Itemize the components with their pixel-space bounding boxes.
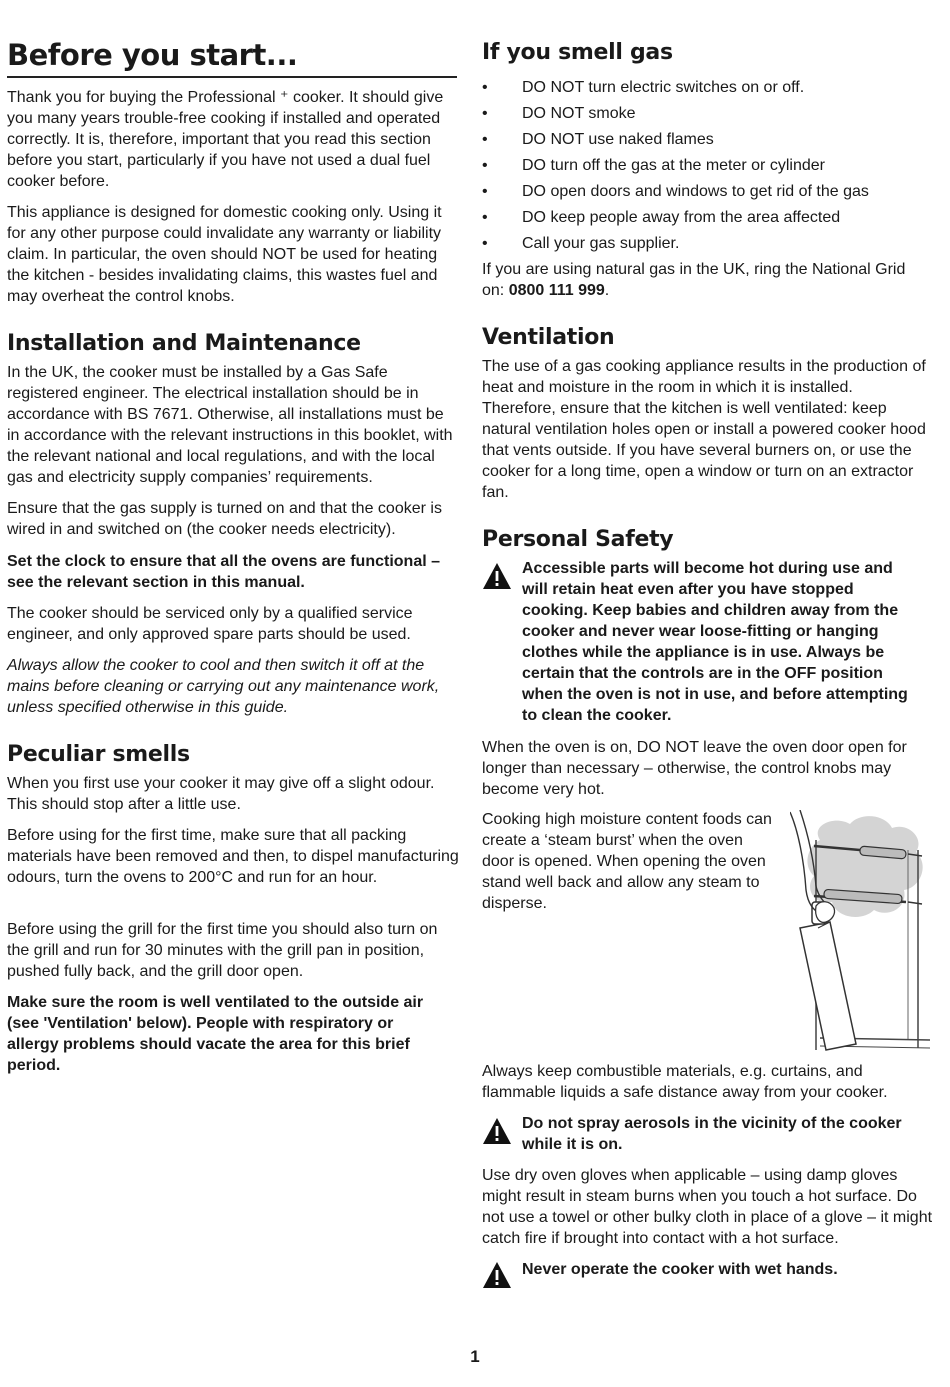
- oven-steam-illustration: [790, 810, 932, 1055]
- peculiar-smells-heading: Peculiar smells: [7, 742, 190, 767]
- intro-paragraph-2: This appliance is designed for domestic cooking only. Using it for any other purpose could invalidate any warranty or liability claim. In particular, the oven should NOT be used for heating the kitchen - besides invalidating claims, this wastes fuel and may overheat the control knobs.: [7, 204, 442, 305]
- installation-paragraph-2: Ensure that the gas supply is turned on and that the cooker is wired in and switched on (the cooker needs electricity).: [7, 500, 442, 538]
- wet-hands-warning-text: Never operate the cooker with wet hands.: [522, 1261, 838, 1278]
- list-item: • DO NOT smoke: [482, 105, 636, 122]
- list-item: • DO open doors and windows to get rid of the gas: [482, 183, 869, 200]
- warning-triangle-icon: [482, 1117, 512, 1145]
- ventilation-paragraph: The use of a gas cooking appliance results in the production of heat and moisture in the room in which it is installed. Therefore, ensure that the kitchen is well ventilated: keep natural ventilation holes open or install a powered cooker hood that vents outside. If you have several burners on, or use the cooker for a long time, open a window or turn on an extractor fan.: [482, 358, 926, 501]
- oven-gloves-paragraph: Use dry oven gloves when applicable – using damp gloves might result in steam burns when you touch a hot surface. Do not use a towel or other bulky cloth in place of a glove – it might catch fire if brought into contact with a hot surface.: [482, 1167, 933, 1247]
- page-title: Before you start...: [7, 38, 298, 72]
- intro-paragraph-1: Thank you for buying the Professional ⁺ cooker. It should give you many years trouble-free cooking if installed and operated correctly. It is, therefore, important that you read this section before you start, particularly if you have not used a dual fuel cooker before.: [7, 89, 444, 190]
- list-item: • Call your gas supplier.: [482, 235, 680, 252]
- list-item: • DO NOT turn electric switches on or off.: [482, 79, 805, 96]
- list-item: • DO NOT use naked flames: [482, 131, 714, 148]
- gas-bullet-list: [482, 77, 932, 259]
- installation-paragraph-4: The cooker should be serviced only by a qualified service engineer, and only approved spare parts should be used.: [7, 605, 413, 643]
- title-rule: [7, 76, 457, 78]
- bullet-icon: •: [482, 105, 488, 122]
- warning-triangle-icon: [482, 562, 512, 590]
- steam-burst-paragraph: Cooking high moisture content foods can create a ‘steam burst’ when the oven door is opened. When opening the oven stand well back and allow any steam to disperse.: [482, 811, 772, 912]
- combustibles-paragraph: Always keep combustible materials, e.g. curtains, and flammable liquids a safe distance away from your cooker.: [482, 1063, 888, 1101]
- smells-ventilation-warning: Make sure the room is well ventilated to the outside air (see 'Ventilation' below). People with respiratory or allergy problems should vacate the area for this brief period.: [7, 994, 424, 1074]
- smells-paragraph-3: Before using the grill for the first time you should also turn on the grill and run for 30 minutes with the grill pan in position, pushed fully back, and the grill door open.: [7, 921, 438, 980]
- bullet-icon: •: [482, 131, 488, 148]
- installation-paragraph-1: In the UK, the cooker must be installed by a Gas Safe registered engineer. The electrical installation should be in accordance with BS 7671. Otherwise, all installations must be in accordance with the relevant instructions in this booklet, with the relevant national and local regulations, and with the local gas and electricity supply companies’ requirements.: [7, 364, 453, 486]
- installation-clock-note: Set the clock to ensure that all the ovens are functional – see the relevant section in this manual.: [7, 553, 440, 591]
- installation-maintenance-note: Always allow the cooker to cool and then switch it off at the mains before cleaning or carrying out any maintenance work, unless specified otherwise in this guide.: [7, 657, 440, 716]
- bullet-icon: •: [482, 183, 488, 200]
- smell-gas-heading: If you smell gas: [482, 40, 673, 65]
- bullet-icon: •: [482, 235, 488, 252]
- personal-safety-heading: Personal Safety: [482, 527, 674, 552]
- installation-heading: Installation and Maintenance: [7, 331, 361, 356]
- bullet-icon: •: [482, 79, 488, 96]
- oven-door-paragraph: When the oven is on, DO NOT leave the oven door open for longer than necessary – otherwise, the control knobs may become very hot.: [482, 739, 907, 798]
- list-item: • DO turn off the gas at the meter or cylinder: [482, 157, 825, 174]
- national-grid-phone: 0800 111 999: [508, 282, 605, 299]
- list-item: • DO keep people away from the area affected: [482, 209, 841, 226]
- natural-gas-note: If you are using natural gas in the UK, ring the National Grid on: 0800 111 999.: [482, 261, 906, 299]
- ventilation-heading: Ventilation: [482, 325, 615, 350]
- hot-parts-warning-text: Accessible parts will become hot during use and will retain heat even after you have stopped cooking. Keep babies and children away from the cooker and never wear loose-fitting or hanging clothes while the appliance is in use. Always be certain that the controls are in the OFF position when the oven is not in use, and before attempting to clean the cooker.: [522, 560, 908, 724]
- page-number: 1: [470, 1347, 480, 1366]
- bullet-icon: •: [482, 157, 488, 174]
- warning-triangle-icon: [482, 1261, 512, 1289]
- aerosol-warning-text: Do not spray aerosols in the vicinity of the cooker while it is on.: [522, 1115, 902, 1153]
- smells-paragraph-1: When you first use your cooker it may give off a slight odour. This should stop after a little use.: [7, 775, 435, 813]
- bullet-icon: •: [482, 209, 488, 226]
- smells-paragraph-2: Before using for the first time, make sure that all packing materials have been removed and then, to dispel manufacturing odours, turn the ovens to 200°C and run for an hour.: [7, 827, 459, 886]
